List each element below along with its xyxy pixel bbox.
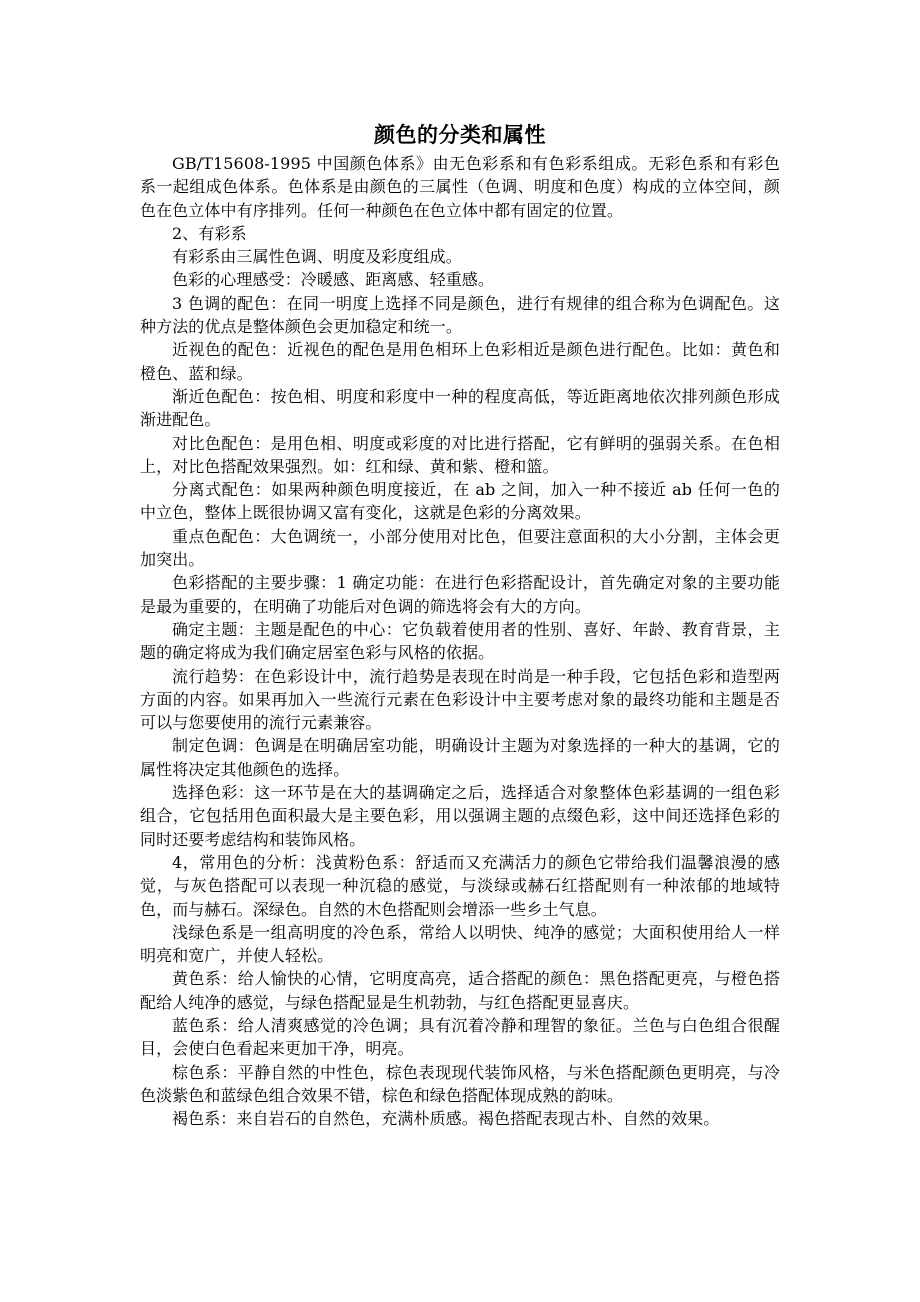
paragraph: 重点色配色：大色调统一，小部分使用对比色，但要注意面积的大小分割，主体会更加突出。 <box>140 526 780 570</box>
paragraph-heading-chromatic: 2、有彩系 <box>172 223 247 243</box>
paragraph: 分离式配色：如果两种颜色明度接近，在 ab 之间，加入一种不接近 ab 任何一色的中立色，整体上既很协调又富有变化，这就是色彩的分离效果。 <box>140 480 780 523</box>
paragraph: 选择色彩：这一环节是在大的基调确定之后，选择适合对象整体色彩基调的一组色彩组合，它包括用色面积最大是主要色彩，用以强调主题的点缀色彩，这中间还选择色彩的同时还要考虑结构和装饰风格。 <box>140 783 780 849</box>
paragraph: 棕色系：平静自然的中性色，棕色表现现代装饰风格，与米色搭配颜色更明亮，与冷色淡紫色和蓝绿色组合效果不错，棕色和绿色搭配体现成熟的韵味。 <box>140 1062 780 1105</box>
paragraph: 浅绿色系是一组高明度的冷色系，常给人以明快、纯净的感觉；大面积使用给人一样明亮和宽广，并使人轻松。 <box>140 922 780 966</box>
document-page <box>140 118 780 1130</box>
document-title: 颜色的分类和属性 <box>374 123 546 147</box>
paragraph: 制定色调：色调是在明确居室功能，明确设计主题为对象选择的一种大的基调，它的属性将决定其他颜色的选择。 <box>140 736 780 779</box>
paragraph: 近视色的配色：近视色的配色是用色相环上色彩相近是颜色进行配色。比如：黄色和橙色、蓝和绿。 <box>140 340 780 383</box>
paragraph: 流行趋势：在色彩设计中，流行趋势是表现在时尚是一种手段，它包括色彩和造型两方面的内容。如果再加入一些流行元素在色彩设计中主要考虑对象的最终功能和主题是否可以与您要使用的流行元素兼容。 <box>140 666 780 733</box>
paragraph: 3 色调的配色：在同一明度上选择不同是颜色，进行有规律的组合称为色调配色。这种方法的优点是整体颜色会更加稳定和统一。 <box>140 293 780 337</box>
paragraph: 蓝色系：给人清爽感觉的冷色调；具有沉着冷静和理智的象征。兰色与白色组合很醒目，会使白色看起来更加干净，明亮。 <box>140 1015 780 1059</box>
paragraph: 渐近色配色：按色相、明度和彩度中一种的程度高低，等近距离地依次排列颜色形成渐进配色。 <box>140 386 780 430</box>
paragraph: 色彩的心理感受：冷暖感、距离感、轻重感。 <box>172 270 495 290</box>
paragraph: 对比色配色：是用色相、明度或彩度的对比进行搭配，它有鲜明的强弱关系。在色相上，对比色搭配效果强烈。如：红和绿、黄和紫、橙和篮。 <box>140 433 780 476</box>
paragraph: 确定主题：主题是配色的中心：它负载着使用者的性别、喜好、年龄、教育背景，主题的确定将成为我们确定居室色彩与风格的依据。 <box>140 619 780 663</box>
paragraph-intro: GB/T15608-1995 中国颜色体系》由无色彩系和有色彩系组成。无彩色系和有彩色系一起组成色体系。色体系是由颜色的三属性（色调、明度和色度）构成的立体空间，颜色在色立体中有序排列。任何一种颜色在色立体中都有固定的位置。 <box>140 154 780 220</box>
paragraph: 色彩搭配的主要步骤：1 确定功能：在进行色彩搭配设计，首先确定对象的主要功能是最为重要的，在明确了功能后对色调的筛选将会有大的方向。 <box>140 573 780 616</box>
paragraph: 有彩系由三属性色调、明度及彩度组成。 <box>172 247 462 267</box>
paragraph: 褐色系：来自岩石的自然色，充满朴质感。褐色搭配表现古朴、自然的效果。 <box>172 1109 720 1129</box>
paragraph: 4，常用色的分析：浅黄粉色系：舒适而又充满活力的颜色它带给我们温馨浪漫的感觉，与灰色搭配可以表现一种沉稳的感觉，与淡绿或赫石红搭配则有一种浓郁的地域特色，而与赫石。深绿色。自然的木色搭配则会增添一些乡土气息。 <box>140 852 780 919</box>
paragraph: 黄色系：给人愉快的心情，它明度高亮，适合搭配的颜色：黑色搭配更亮，与橙色搭配给人纯净的感觉，与绿色搭配显是生机勃勃，与红色搭配更显喜庆。 <box>140 969 780 1012</box>
